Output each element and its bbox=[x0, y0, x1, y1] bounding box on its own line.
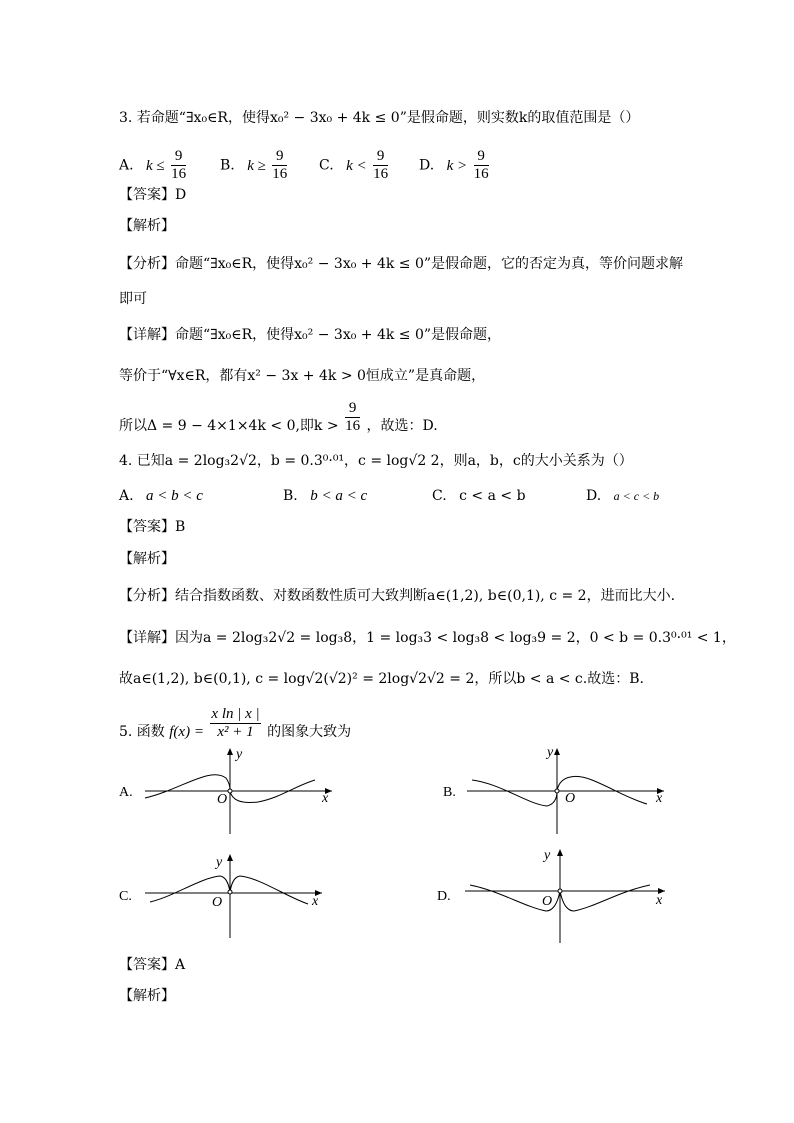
q5-answer: 【答案】A bbox=[119, 957, 186, 973]
graph-d-origin: O bbox=[542, 894, 553, 909]
graph-b[interactable] bbox=[462, 744, 672, 836]
graph-a-y-label: y bbox=[236, 747, 243, 762]
graph-c-origin: O bbox=[212, 895, 223, 910]
graph-a[interactable] bbox=[140, 744, 340, 836]
option-label: B. bbox=[283, 488, 298, 504]
option-text: a < b < c bbox=[146, 488, 203, 504]
q5-analysis-head: 【解析】 bbox=[119, 988, 175, 1004]
graph-c[interactable] bbox=[140, 850, 330, 940]
q4-option-b[interactable] bbox=[283, 486, 367, 506]
graph-d-x-label: x bbox=[656, 893, 663, 908]
q4-analysis-head: 【解析】 bbox=[119, 551, 175, 567]
option-fraction: $\frac{9}{16}$ bbox=[473, 148, 489, 182]
graph-c-y-label: y bbox=[216, 855, 223, 870]
graph-d[interactable] bbox=[460, 845, 672, 945]
q5-stem bbox=[119, 706, 351, 744]
graph-d-y-label: y bbox=[544, 848, 551, 863]
q4-answer: 【答案】B bbox=[119, 519, 186, 535]
q4-stem: 4. 已知a = 2log₃2√2，b = 0.3⁰·⁰¹，c = log√2 2，则a，b，c的大小关系为（） bbox=[119, 453, 633, 469]
option-fraction: $\frac{9}{16}$ bbox=[272, 148, 288, 182]
q3-option-c[interactable] bbox=[319, 148, 390, 183]
q3-xiangjie-1: 【详解】命题“∃x₀∈R，使得x₀² − 3x₀ + 4k ≤ 0”是假命题， bbox=[119, 327, 502, 343]
option-text: b < a < c bbox=[310, 488, 368, 504]
q3-fenxi: 【分析】命题“∃x₀∈R，使得x₀² − 3x₀ + 4k ≤ 0”是假命题，它的否定为真，等价问题求解 bbox=[119, 256, 684, 272]
q3-option-a[interactable] bbox=[119, 148, 188, 183]
option-label: D. bbox=[586, 488, 602, 504]
option-label: B. bbox=[220, 157, 235, 174]
graph-b-label: B. bbox=[443, 785, 456, 800]
q4-xiangjie-1: 【详解】因为a = 2log₃2√2 = log₃8，1 = log₃3 < log₃8 < log₃9 = 2，0 < b = 0.3⁰·⁰¹ < 1， bbox=[119, 630, 736, 646]
q3-fenxi-cont: 即可 bbox=[119, 291, 147, 307]
option-text: c < a < b bbox=[459, 488, 526, 504]
graph-b-x-label: x bbox=[656, 791, 663, 806]
q3-xiangjie-2: 等价于“∀x∈R，都有x² − 3x + 4k > 0恒成立”是真命题， bbox=[119, 368, 486, 384]
q3-answer: 【答案】D bbox=[119, 187, 187, 203]
q4-fenxi: 【分析】结合指数函数、对数函数性质可大致判断a∈(1,2), b∈(0,1), c = 2，进而比大小. bbox=[119, 588, 676, 604]
graph-b-origin: O bbox=[565, 791, 576, 806]
option-relation: k ≥ bbox=[247, 157, 266, 174]
graph-c-label: C. bbox=[119, 889, 132, 904]
q4-option-d[interactable] bbox=[586, 486, 659, 506]
q5-fraction: $\frac{\text{x ln | x |}}{\text{x² + 1}}$ bbox=[211, 706, 260, 740]
option-label: A. bbox=[119, 488, 134, 504]
q3-option-b[interactable] bbox=[220, 148, 289, 183]
xiangjie3-fraction: $\frac{9}{16}$ bbox=[345, 400, 361, 434]
option-label: A. bbox=[119, 157, 134, 174]
graph-a-origin: O bbox=[217, 792, 228, 807]
option-relation: k > bbox=[446, 157, 468, 174]
xiangjie3-text: 所以Δ = 9 − 4×1×4k < 0,即k > bbox=[119, 417, 339, 434]
q3-xiangjie-3 bbox=[119, 400, 438, 438]
q3-analysis-head: 【解析】 bbox=[119, 218, 175, 234]
q3-option-d[interactable] bbox=[419, 148, 491, 183]
q4-option-a[interactable] bbox=[119, 486, 203, 506]
option-text: a < c < b bbox=[613, 489, 660, 503]
option-relation: k ≤ bbox=[146, 157, 165, 174]
option-fraction: $\frac{9}{16}$ bbox=[373, 148, 389, 182]
graph-a-label: A. bbox=[119, 785, 133, 800]
graph-c-x-label: x bbox=[312, 894, 319, 909]
graph-b-y-label: y bbox=[547, 745, 554, 760]
option-label: D. bbox=[419, 157, 435, 174]
q5-stem-prefix: 5. 函数 bbox=[119, 723, 165, 740]
q3-stem: 3. 若命题“∃x₀∈R，使得x₀² − 3x₀ + 4k ≤ 0”是假命题，则实数k的取值范围是（） bbox=[119, 110, 640, 126]
q4-options bbox=[119, 486, 679, 506]
xiangjie3-tail: ，故选：D. bbox=[366, 417, 438, 434]
graph-d-label: D. bbox=[437, 889, 451, 904]
q4-xiangjie-2: 故a∈(1,2), b∈(0,1), c = log√2(√2)² = 2log√2√2 = 2，所以b < a < c.故选：B. bbox=[119, 671, 644, 687]
q5-stem-suffix: 的图象大致为 bbox=[267, 723, 352, 740]
option-label: C. bbox=[432, 488, 447, 504]
q5-function: f(x) = bbox=[169, 723, 204, 740]
option-relation: k < bbox=[346, 157, 367, 174]
option-label: C. bbox=[319, 157, 334, 174]
option-fraction: $\frac{9}{16}$ bbox=[171, 148, 187, 182]
graph-a-x-label: x bbox=[322, 791, 329, 806]
q4-option-c[interactable] bbox=[432, 486, 526, 506]
